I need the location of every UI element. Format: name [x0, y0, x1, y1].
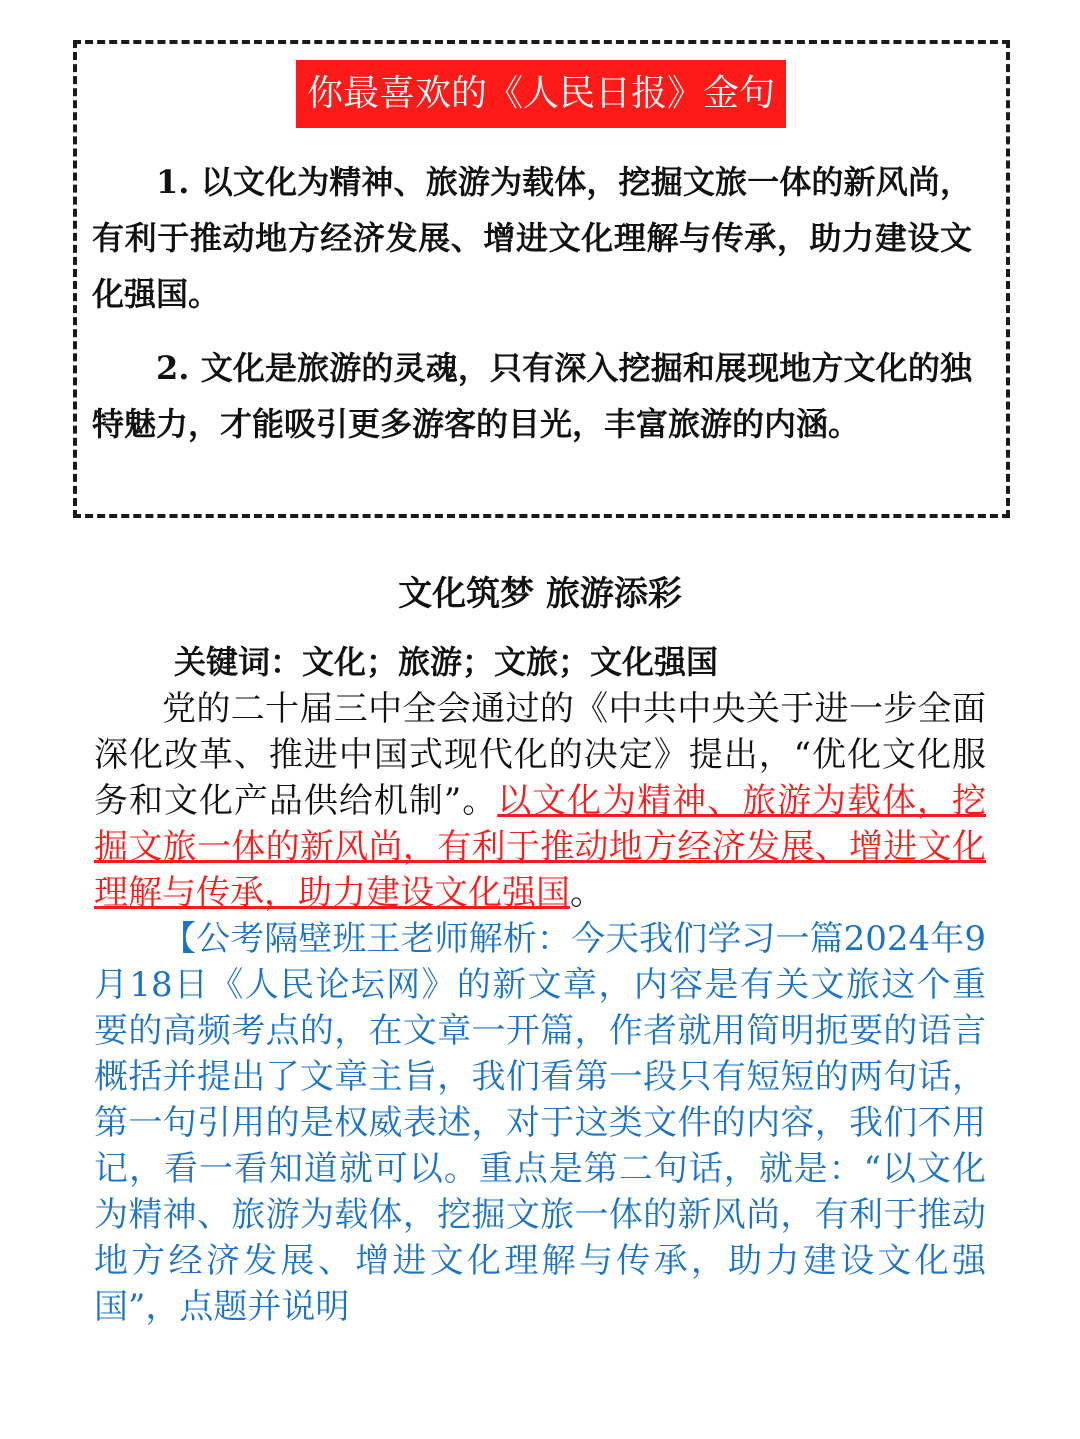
paragraph-highlight: 以文化为精神、旅游为载体，挖掘文旅一体的新风尚，有利于推动地方经济发展、增进文化理解与传承，助力建设文化强国	[94, 781, 986, 913]
paragraph-end: 。	[570, 873, 604, 913]
article-paragraph	[94, 686, 986, 916]
paragraph-intro: 党的二十届三中全会通过的《中共中央关于进一步全面深化改革、推进中国式现代化的决定》提出，“优化文化服务和文化产品供给机制”。	[94, 689, 986, 821]
quote-item-1: 1. 以文化为精神、旅游为载体，挖掘文旅一体的新风尚，有利于推动地方经济发展、增进文化理解与传承，助力建设文化强国。	[92, 163, 972, 313]
article-title: 文化筑梦 旅游添彩	[398, 574, 682, 614]
quote-banner: 你最喜欢的《人民日报》金句	[296, 60, 786, 128]
article-keywords: 关键词：文化；旅游；文旅；文化强国	[174, 643, 719, 681]
teacher-analysis: 【公考隔壁班王老师解析：今天我们学习一篇2024年9月18日《人民论坛网》的新文章，内容是有关文旅这个重要的高频考点的，在文章一开篇，作者就用简明扼要的语言概括并提出了文章主旨，我们看第一段只有短短的两句话，第一句引用的是权威表述，对于这类文件的内容，我们不用记，看一看知道就可以。重点是第二句话，就是：“以文化为精神、旅游为载体，挖掘文旅一体的新风尚，有利于推动地方经济发展、增进文化理解与传承，助力建设文化强国”，点题并说明	[94, 919, 986, 1327]
quote-item-2: 2. 文化是旅游的灵魂，只有深入挖掘和展现地方文化的独特魅力，才能吸引更多游客的目光，丰富旅游的内涵。	[92, 349, 972, 443]
